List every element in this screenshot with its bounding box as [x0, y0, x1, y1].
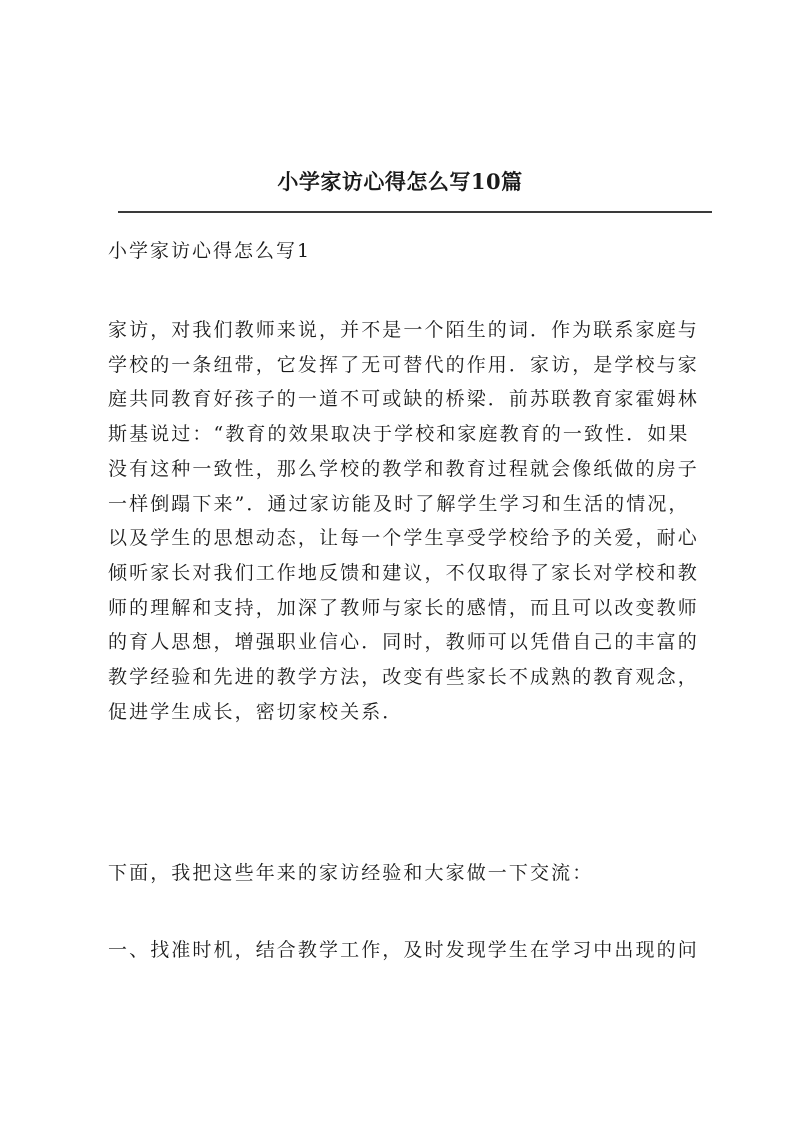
paragraph-line: 斯基说过：“教育的效果取决于学校和家庭教育的一致性．如果	[108, 423, 690, 446]
paragraph-line: 师的理解和支持，加深了教师与家长的感情，而且可以改变教师	[108, 596, 699, 619]
paragraph-line: 一样倒蹋下来”．通过家访能及时了解学生学习和生活的情况，	[108, 492, 690, 515]
paragraph-line: 的育人思想，增强职业信心．同时，教师可以凭借自己的丰富的	[108, 631, 699, 654]
paragraph-line: 一、找准时机，结合教学工作，及时发现学生在学习中出现的问	[108, 939, 699, 961]
title-divider	[118, 211, 712, 213]
section-heading: 小学家访心得怎么写1	[108, 240, 312, 262]
paragraph-3	[108, 933, 718, 968]
paragraph-line: 倾听家长对我们工作地反馈和建议，不仅取得了家长对学校和教	[108, 561, 699, 584]
page-title: 小学家访心得怎么写10篇	[277, 169, 523, 194]
paragraph-line: 没有这种一致性，那么学校的教学和教育过程就会像纸做的房子	[108, 457, 699, 480]
paragraph-line: 庭共同教育好孩子的一道不可或缺的桥梁．前苏联教育家霍姆林	[108, 388, 699, 411]
paragraph-line: 下面，我把这些年来的家访经验和大家做一下交流：	[108, 862, 594, 884]
paragraph-line: 家访，对我们教师来说，并不是一个陌生的词．作为联系家庭与	[108, 319, 699, 341]
paragraph-line: 学校的一条纽带，它发挥了无可替代的作用．家访，是学校与家	[108, 353, 699, 376]
paragraph-line: 促进学生成长，密切家校关系．	[108, 700, 404, 723]
paragraph-1	[108, 313, 718, 729]
paragraph-2	[108, 856, 718, 891]
paragraph-line: 以及学生的思想动态，让每一个学生享受学校给予的关爱，耐心	[108, 527, 699, 550]
paragraph-line: 教学经验和先进的教学方法，改变有些家长不成熟的教育观念，	[108, 666, 699, 689]
